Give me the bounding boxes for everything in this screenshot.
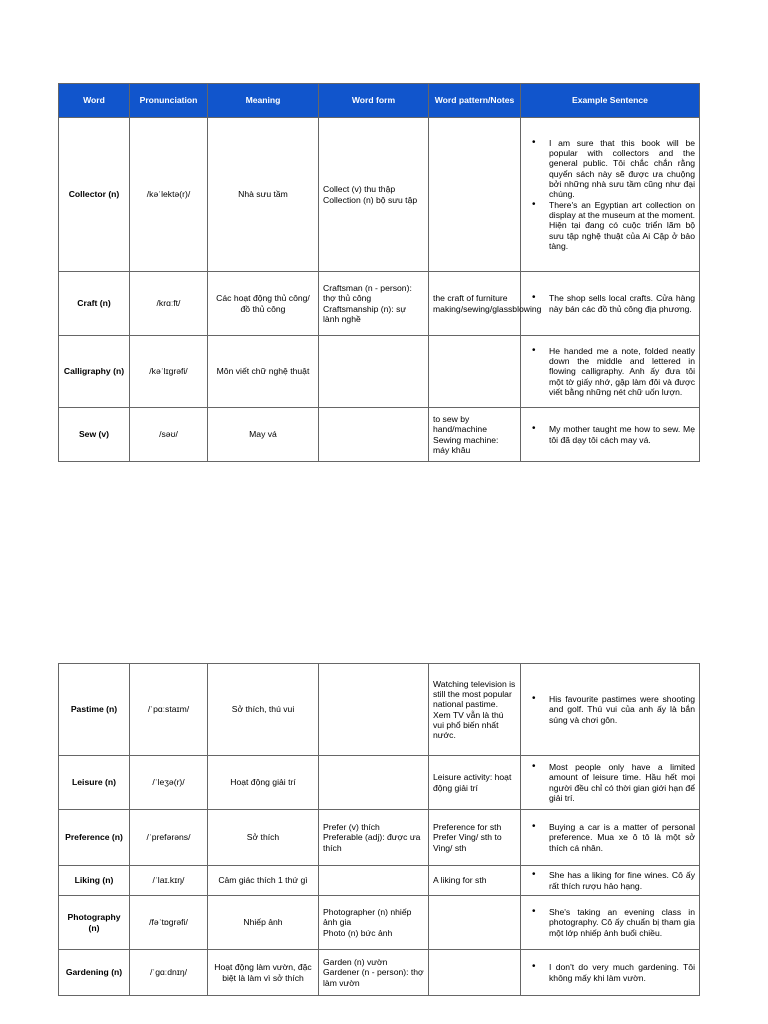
example-list — [525, 694, 695, 725]
word-cell: Gardening (n) — [59, 950, 130, 996]
word-cell: Liking (n) — [59, 866, 130, 896]
pronunciation-cell: /krɑːft/ — [130, 272, 208, 336]
example-list — [525, 424, 695, 445]
table-row — [59, 950, 700, 996]
word-form-line: Photographer (n) nhiếp ảnh gia — [323, 907, 412, 928]
vocab-table-1 — [58, 83, 700, 462]
pronunciation-cell: /ˈpɑːstaɪm/ — [130, 664, 208, 756]
header-meaning: Meaning — [208, 84, 319, 118]
example-cell — [521, 810, 700, 866]
word-cell: Preference (n) — [59, 810, 130, 866]
notes-cell — [429, 336, 521, 408]
pronunciation-cell: /səʊ/ — [130, 408, 208, 462]
meaning-cell: Hoạt động giải trí — [208, 756, 319, 810]
pronunciation-cell: /ˈleʒə(r)/ — [130, 756, 208, 810]
header-word: Word — [59, 84, 130, 118]
notes-cell — [429, 408, 521, 462]
meaning-cell: Môn viết chữ nghệ thuật — [208, 336, 319, 408]
table-header-row — [59, 84, 700, 118]
example-cell — [521, 272, 700, 336]
example-list — [525, 870, 695, 891]
example-cell — [521, 896, 700, 950]
table-row — [59, 866, 700, 896]
example-list — [525, 907, 695, 938]
example-sentence: • Buying a car is a matter of personal preference. Mua xe ô tô là một sở thích cá nhân. — [549, 822, 695, 853]
word-form-cell — [319, 756, 429, 810]
notes-line: Sewing machine: máy khâu — [433, 434, 499, 455]
word-form-line: Craftsman (n - person): thợ thủ công — [323, 282, 412, 304]
notes-line: Preference for sth — [433, 822, 502, 833]
notes-cell — [429, 896, 521, 950]
word-form-line: Prefer (v) thích — [323, 822, 380, 833]
example-list — [525, 138, 695, 251]
example-list — [525, 962, 695, 983]
example-cell — [521, 756, 700, 810]
notes-line: Xem TV vẫn là thú vui phổ biến nhất nước. — [433, 709, 504, 741]
example-sentence: • He handed me a note, folded neatly down the middle and lettered in flowing calligraphy. Anh ấy đưa tôi một tờ giấy nhớ, gập làm đôi và được viết bằng những nét chữ uốn lượn. — [549, 346, 695, 398]
word-form-cell — [319, 408, 429, 462]
example-sentence: • The shop sells local crafts. Cửa hàng này bán các đồ thủ công địa phương. — [549, 293, 695, 314]
table-row — [59, 272, 700, 336]
example-sentence: • She has a liking for fine wines. Cô ấy rất thích rượu hảo hạng. — [549, 870, 695, 891]
header-word-pattern: Word pattern/Notes — [429, 84, 521, 118]
word-cell: Craft (n) — [59, 272, 130, 336]
example-sentence: • My mother taught me how to sew. Mẹ tôi đã dạy tôi cách may vá. — [549, 424, 695, 445]
word-cell: Sew (v) — [59, 408, 130, 462]
pronunciation-cell: /ˈlaɪ.kɪŋ/ — [130, 866, 208, 896]
vocab-table-2 — [58, 663, 700, 996]
meaning-cell: Hoạt động làm vườn, đặc biệt là làm vì sở thích — [208, 950, 319, 996]
notes-cell — [429, 664, 521, 756]
example-list — [525, 762, 695, 803]
word-form-line: Gardener (n - person): thợ làm vườn — [323, 967, 424, 988]
notes-cell — [429, 756, 521, 810]
example-cell — [521, 408, 700, 462]
meaning-cell: Sở thích, thú vui — [208, 664, 319, 756]
table-row — [59, 810, 700, 866]
word-form-cell — [319, 336, 429, 408]
word-cell: Leisure (n) — [59, 756, 130, 810]
word-form-line: Preferable (adj): được ưa thích — [323, 832, 421, 853]
example-sentence: • Most people only have a limited amount of leisure time. Hầu hết mọi người đều chỉ có thời gian giới hạn để giải trí. — [549, 762, 695, 803]
meaning-cell: Nhà sưu tầm — [208, 118, 319, 272]
header-pronunciation: Pronunciation — [130, 84, 208, 118]
word-form-cell — [319, 118, 429, 272]
meaning-cell: Các hoạt động thủ công/ đồ thủ công — [208, 272, 319, 336]
pronunciation-cell: /ˈprefərəns/ — [130, 810, 208, 866]
table-row — [59, 336, 700, 408]
word-form-cell — [319, 810, 429, 866]
example-cell — [521, 336, 700, 408]
meaning-cell: May vá — [208, 408, 319, 462]
table-row — [59, 756, 700, 810]
pronunciation-cell: /kəˈlektə(r)/ — [130, 118, 208, 272]
table-row — [59, 118, 700, 272]
example-sentence: • She's taking an evening class in photography. Cô ấy chuẩn bị tham gia một lớp nhiếp ảnh buổi chiều. — [549, 907, 695, 938]
table-row — [59, 408, 700, 462]
header-example: Example Sentence — [521, 84, 700, 118]
word-form-cell — [319, 272, 429, 336]
example-cell — [521, 118, 700, 272]
example-cell — [521, 664, 700, 756]
example-list — [525, 346, 695, 398]
meaning-cell: Cảm giác thích 1 thứ gì — [208, 866, 319, 896]
word-form-cell — [319, 950, 429, 996]
notes-cell — [429, 272, 542, 336]
pronunciation-cell: /ˈɡɑːdnɪŋ/ — [130, 950, 208, 996]
notes-line: to sew by hand/machine — [433, 413, 487, 435]
example-list — [525, 822, 695, 853]
notes-line: Prefer Ving/ sth to Ving/ sth — [433, 832, 502, 853]
word-form-cell — [319, 896, 429, 950]
meaning-cell: Nhiếp ảnh — [208, 896, 319, 950]
notes-cell — [429, 950, 521, 996]
notes-cell — [429, 866, 521, 896]
example-cell — [521, 866, 700, 896]
word-cell: Pastime (n) — [59, 664, 130, 756]
example-sentence: • His favourite pastimes were shooting and golf. Thú vui của anh ấy là bắn súng và chơi gôn. — [549, 694, 695, 725]
word-form-line: Collection (n) bộ sưu tập — [323, 194, 418, 205]
pronunciation-cell: /fəˈtɒɡrəfi/ — [130, 896, 208, 950]
notes-cell — [429, 810, 521, 866]
example-sentence: • There's an Egyptian art collection on display at the museum at the moment. Hiện tại đang có cuộc triển lãm bộ sưu tập nghệ thuật của Ai Cập ở bảo tàng. — [549, 200, 695, 252]
word-cell: Collector (n) — [59, 118, 130, 272]
notes-cell — [429, 118, 521, 272]
table-row — [59, 664, 700, 756]
notes-line: the craft of furniture making/sewing/glassblowing — [433, 293, 542, 314]
header-word-form: Word form — [319, 84, 429, 118]
notes-line: Leisure activity: hoạt động giải trí — [433, 772, 512, 793]
word-form-cell — [319, 664, 429, 756]
example-sentence: • I don't do very much gardening. Tôi không mấy khi làm vườn. — [549, 962, 695, 983]
word-form-line: Craftsmanship (n): sự lành nghề — [323, 303, 407, 324]
example-cell — [521, 950, 700, 996]
word-form-cell — [319, 866, 429, 896]
word-form-line: Photo (n) bức ảnh — [323, 927, 393, 938]
example-sentence: • I am sure that this book will be popular with collectors and the general public. Tôi chắc chắn rằng quyển sách này sẽ được ưa chuộng bởi những nhà sưu tầm cũng như đại chúng. — [549, 138, 695, 200]
example-list — [525, 293, 695, 314]
pronunciation-cell: /kəˈlɪɡrəfi/ — [130, 336, 208, 408]
word-cell: Calligraphy (n) — [59, 336, 130, 408]
meaning-cell: Sở thích — [208, 810, 319, 866]
word-cell: Photography (n) — [59, 896, 130, 950]
table-row — [59, 896, 700, 950]
word-form-line: Collect (v) thu thập — [323, 184, 396, 195]
word-form-line: Garden (n) vườn — [323, 957, 388, 968]
notes-line: Watching television is still the most popular national pastime. — [433, 678, 516, 710]
notes-line: A liking for sth — [433, 875, 487, 886]
